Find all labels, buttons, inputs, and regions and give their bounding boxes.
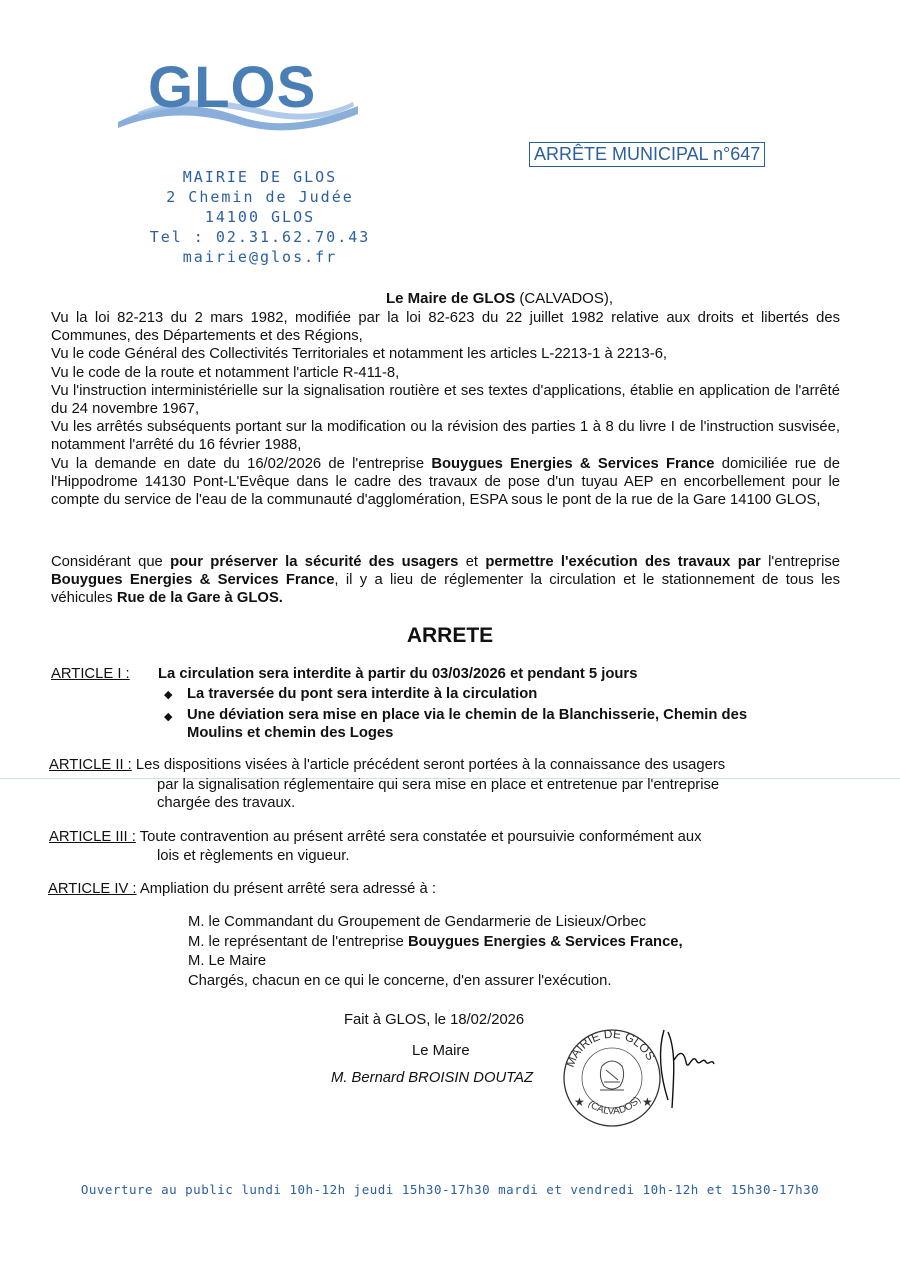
address-line-phone: Tel : 02.31.62.70.43 [149, 228, 371, 246]
article-4-label: ARTICLE IV : [48, 881, 137, 897]
considerant-e: l'entreprise [760, 554, 840, 570]
address-line-email: mairie@glos.fr [182, 248, 338, 266]
handwritten-signature [650, 1020, 720, 1110]
considerant-b: pour préserver la sécurité des usagers [170, 554, 459, 570]
glos-logo [0, 0, 420, 140]
vu-instruction: Vu l'instruction interministérielle sur la signalisation routière et ses textes d'applications, établie en application de l'arrêté du 24 novembre 1967, [51, 382, 840, 418]
seal-bottom-text: (CALVADOS) [585, 1094, 644, 1118]
address-line-mairie: MAIRIE DE GLOS [182, 168, 338, 186]
article-2-line-1: Les dispositions visées à l'article précédent seront portées à la connaissance des usagers [131, 757, 726, 773]
article-3-line-1: Toute contravention au présent arrêté sera constatée et poursuivie conformément aux [135, 829, 702, 845]
article-3-line-2: lois et règlements en vigueur. [157, 848, 350, 864]
article-3-row [49, 828, 702, 846]
recipient-entreprise-prefix: M. le représentant de l'entreprise [188, 934, 408, 950]
vu-code-collectivites: Vu le code Général des Collectivités Territoriales et notamment les articles L-2213-1 à 2213-6, [51, 346, 668, 363]
considerant-c: et [458, 554, 486, 570]
article-1-text: La circulation sera interdite à partir du 03/03/2026 et pendant 5 jours [158, 666, 638, 682]
article-3-label: ARTICLE III : [49, 829, 136, 845]
seal-figure-icon [600, 1061, 624, 1090]
considerant-street: Rue de la Gare à GLOS. [116, 590, 283, 607]
seal-star-left-icon: ★ [574, 1095, 585, 1109]
article-2-label: ARTICLE II : [49, 757, 132, 773]
maire-region: (CALVADOS), [515, 290, 613, 307]
article-1-bullet-2-line-2: Moulins et chemin des Loges [187, 725, 394, 741]
seal-star-right-icon: ★ [642, 1095, 653, 1109]
opening-hours-footer: Ouverture au public lundi 10h-12h jeudi 15h30-17h30 mardi et vendredi 10h-12h et 15h30-17h30 [80, 1182, 820, 1197]
vu-section [51, 309, 840, 509]
article-2-line-2: par la signalisation réglementaire qui sera mise en place et entretenue par l'entreprise [157, 777, 720, 793]
considerant-company: Bouygues Energies & Services France [51, 572, 335, 589]
considerant-d: permettre l'exécution des travaux par [485, 554, 761, 570]
considerant-g: , il y a lieu de réglementer la circulation et le stationnement de tous les véhicules [51, 572, 840, 607]
vu-loi: Vu la loi 82-213 du 2 mars 1982, modifiée par la loi 82-623 du 22 juillet 1982 relative aux droits et libertés des Communes, des Départements et des Régions, [51, 310, 840, 345]
signatory-name: M. Bernard BROISIN DOUTAZ [331, 1070, 533, 1086]
recipient-company: Bouygues Energies & Services France, [407, 934, 683, 950]
vu-arretes: Vu les arrêtés subséquents portant sur la modification ou la révision des parties 1 à 8 du livre I de l'instruction susvisée, notamment l'arrêté du 16 février 1988, [51, 419, 840, 454]
company-name: Bouygues Energies & Services France [431, 455, 715, 472]
maire-heading [386, 290, 613, 307]
article-2-line-3: chargée des travaux. [157, 795, 296, 811]
considerant-a: Considérant que [51, 554, 171, 570]
article-4-line-1: Ampliation du présent arrêté sera adressé à : [136, 881, 436, 897]
address-line-city: 14100 GLOS [204, 208, 316, 226]
recipient-maire: M. Le Maire [188, 953, 267, 969]
address-line-street: 2 Chemin de Judée [166, 188, 354, 206]
vu-demande-part2: domiciliée rue de l'Hippodrome 14130 Pont-L'Evêque dans le cadre des travaux de pose d'un tuyau AEP en encorbellement pour le compte du service de l'eau de la communauté d'agglomération, ESPA sous le pont de la rue de la Gare 14100 GLOS, [51, 455, 840, 509]
article-1-bullet-1: La traversée du pont sera interdite à la circulation [187, 686, 538, 702]
execution-clause: Chargés, chacun en ce qui le concerne, d'en assurer l'exécution. [188, 973, 612, 989]
arrete-title: ARRETE [406, 624, 494, 647]
article-4-row [48, 880, 436, 898]
vu-code-route: Vu le code de la route et notamment l'article R-411-8, [51, 364, 400, 381]
vu-demande [51, 455, 840, 510]
article-2-row [49, 756, 725, 774]
vu-demande-part1: Vu la demande en date du 16/02/2026 de l'entreprise [51, 455, 432, 472]
considerant-paragraph [51, 553, 840, 608]
recipient-entreprise [188, 933, 683, 951]
maire-title: Le Maire de GLOS [386, 290, 516, 307]
diamond-bullet-icon: ◆ [164, 689, 173, 701]
article-1-bullet-2-line-1: Une déviation sera mise en place via le chemin de la Blanchisserie, Chemin des [187, 707, 748, 723]
article-1-label: ARTICLE I : [51, 666, 130, 682]
fait-a-date: Fait à GLOS, le 18/02/2026 [344, 1012, 525, 1028]
seal-top-text: MAIRIE DE GLOS [562, 1026, 658, 1070]
signatory-role: Le Maire [412, 1043, 470, 1059]
arrete-number-box: ARRÊTE MUNICIPAL n°647 [529, 142, 765, 167]
logo-text: GLOS [148, 55, 317, 120]
diamond-bullet-icon: ◆ [164, 711, 173, 723]
recipient-gendarmerie: M. le Commandant du Groupement de Gendarmerie de Lisieux/Orbec [188, 914, 647, 930]
